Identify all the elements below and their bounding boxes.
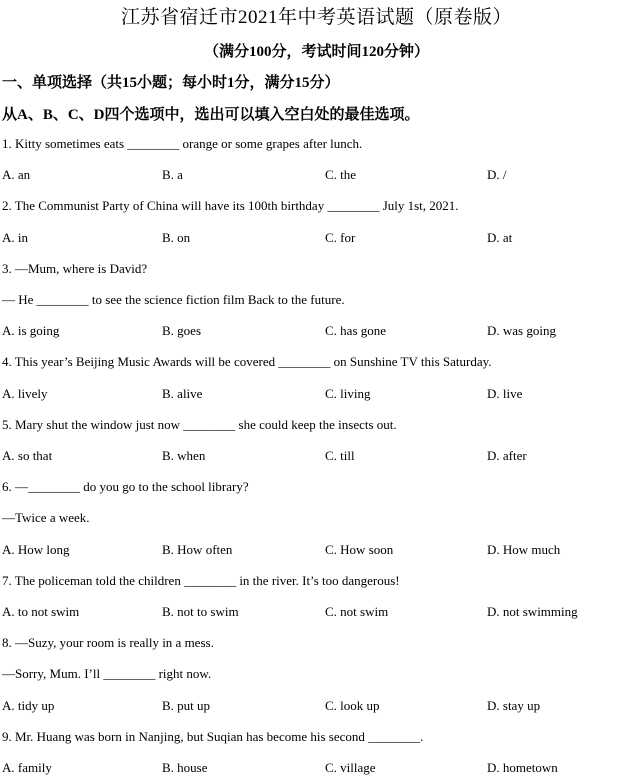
option-d: D. was going: [487, 323, 556, 338]
option-d: D. How much: [487, 542, 561, 557]
option-c: C. has gone: [325, 323, 387, 338]
question-stem: 8. —Suzy, your room is really in a mess.: [2, 635, 214, 650]
option-c: C. How soon: [325, 542, 394, 557]
option-b: B. goes: [162, 323, 201, 338]
section-instruction: 从A、B、C、D四个选项中，选出可以填入空白处的最佳选项。: [2, 107, 420, 123]
option-a: A. tidy up: [2, 698, 55, 713]
option-a: A. is going: [2, 323, 60, 338]
option-a: A. lively: [2, 386, 48, 401]
option-d: D. /: [487, 167, 507, 182]
option-b: B. put up: [162, 698, 211, 713]
option-a: A. in: [2, 230, 28, 245]
question-stem-continuation: —Sorry, Mum. I’ll ________ right now.: [2, 666, 212, 681]
option-b: B. not to swim: [162, 604, 239, 619]
option-b: B. alive: [162, 386, 203, 401]
option-c: C. till: [325, 448, 355, 463]
question-stem-continuation: — He ________ to see the science fiction film Back to the future.: [2, 292, 345, 307]
option-c: C. for: [325, 230, 356, 245]
question-stem-continuation: —Twice a week.: [2, 510, 90, 525]
option-d: D. live: [487, 386, 523, 401]
option-a: A. family: [2, 760, 52, 775]
option-b: B. house: [162, 760, 208, 775]
option-c: C. not swim: [325, 604, 389, 619]
document-subtitle: （满分100分，考试时间120分钟）: [203, 44, 429, 60]
question-stem: 5. Mary shut the window just now ________ she could keep the insects out.: [2, 417, 397, 432]
section-heading: 一、单项选择（共15小题；每小时1分，满分15分）: [2, 75, 340, 91]
question-stem: 9. Mr. Huang was born in Nanjing, but Suqian has become his second ________.: [2, 729, 424, 744]
option-c: C. the: [325, 167, 357, 182]
option-c: C. village: [325, 760, 376, 775]
question-stem: 6. —________ do you go to the school library?: [2, 479, 249, 494]
option-c: C. living: [325, 386, 371, 401]
option-b: B. on: [162, 230, 191, 245]
option-a: A. an: [2, 167, 31, 182]
option-d: D. stay up: [487, 698, 541, 713]
option-c: C. look up: [325, 698, 380, 713]
question-stem: 7. The policeman told the children ________ in the river. It’s too dangerous!: [2, 573, 400, 588]
question-stem: 3. —Mum, where is David?: [2, 261, 148, 276]
option-b: B. How often: [162, 542, 233, 557]
option-b: B. when: [162, 448, 206, 463]
option-d: D. at: [487, 230, 513, 245]
document-title: 江苏省宿迁市2021年中考英语试题（原卷版）: [120, 7, 512, 28]
question-stem: 4. This year’s Beijing Music Awards will be covered ________ on Sunshine TV this Saturday.: [2, 354, 492, 369]
option-a: A. so that: [2, 448, 53, 463]
option-b: B. a: [162, 167, 183, 182]
option-a: A. to not swim: [2, 604, 80, 619]
option-d: D. not swimming: [487, 604, 578, 619]
option-d: D. hometown: [487, 760, 558, 775]
option-a: A. How long: [2, 542, 70, 557]
option-d: D. after: [487, 448, 527, 463]
question-stem: 1. Kitty sometimes eats ________ orange or some grapes after lunch.: [2, 136, 363, 151]
question-stem: 2. The Communist Party of China will have its 100th birthday ________ July 1st, 2021.: [2, 198, 459, 213]
